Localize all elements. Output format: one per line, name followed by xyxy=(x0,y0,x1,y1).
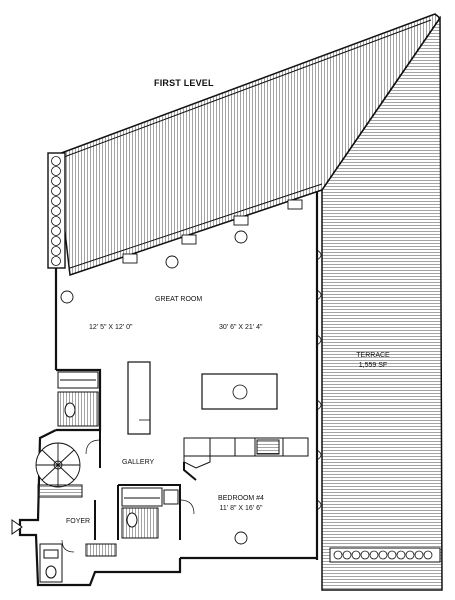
foyer-label: FOYER xyxy=(66,518,91,525)
plan-title: FIRST LEVEL xyxy=(154,78,214,88)
terrace-label: TERRACE xyxy=(356,352,390,359)
great-room-label: GREAT ROOM xyxy=(155,296,203,303)
terrace-area-label: 1,559 SF xyxy=(358,362,388,369)
bedroom-dimension: 11' 8" X 16' 6" xyxy=(219,505,263,512)
gallery-label: GALLERY xyxy=(122,459,155,466)
kitchen-counter xyxy=(184,438,308,468)
powder-room xyxy=(40,544,62,582)
kitchen-island xyxy=(202,374,277,409)
bedroom-label: BEDROOM #4 xyxy=(218,495,264,502)
spiral-stair xyxy=(36,443,80,487)
gallery-island xyxy=(128,362,150,434)
great-room-dimension-left: 12' 5" X 12' 0" xyxy=(89,324,133,331)
upper-bath xyxy=(58,372,98,426)
great-room-dimension-right: 30' 6" X 21' 4" xyxy=(219,324,263,331)
terrace-planter xyxy=(330,548,440,562)
bedroom-column xyxy=(235,532,247,544)
bedroom-bath xyxy=(122,488,178,538)
left-planter xyxy=(48,153,65,268)
